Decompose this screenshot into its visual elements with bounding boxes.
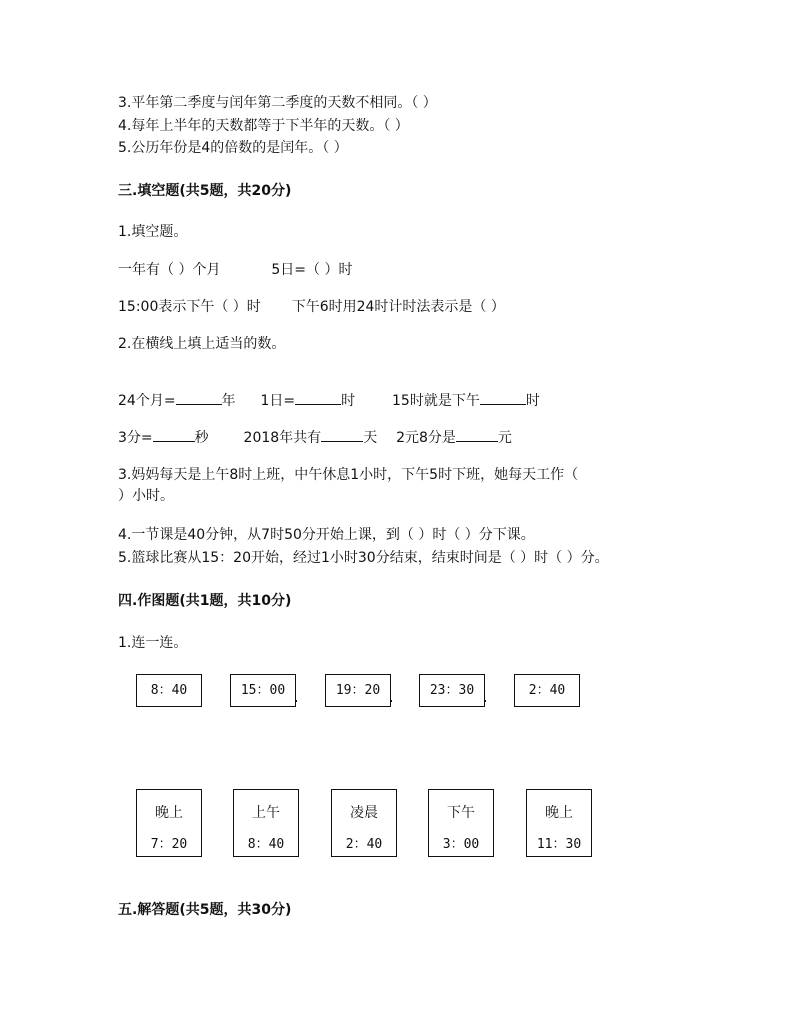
s3-q2-row1 [118, 392, 540, 410]
q2-c-prefix: 15时就是下午 [392, 393, 480, 409]
period-card-2[interactable] [331, 789, 397, 857]
judge-q4: 4.每年上半年的天数都等于下半年的天数。（ ） [118, 118, 409, 134]
answer-blank[interactable] [153, 429, 195, 442]
answer-blank[interactable] [480, 392, 526, 405]
answer-blank[interactable] [176, 392, 222, 405]
time-box-0[interactable]: 8：40 [136, 674, 202, 707]
s4-q1-title: 1.连一连。 [118, 635, 188, 651]
period-card-0[interactable] [136, 789, 202, 857]
s3-q3-line2: ）小时。 [118, 488, 174, 504]
s3-q2-title: 2.在横线上填上适当的数。 [118, 336, 286, 352]
connector-dot [484, 700, 486, 702]
q2-c-suffix: 时 [525, 393, 540, 409]
s3-q4: 4.一节课是40分钟，从7时50分开始上课，到（ ）时（ ）分下课。 [118, 527, 535, 543]
section5-title: 五.解答题(共5题，共30分) [118, 902, 292, 918]
answer-blank[interactable] [456, 429, 498, 442]
period-label: 凌晨 [350, 805, 378, 821]
s3-q1-line2b: 下午6时用24时计时法表示是（ ） [291, 299, 505, 315]
period-time: 11：30 [536, 837, 582, 852]
section3-title: 三.填空题(共5题，共20分) [118, 183, 292, 199]
q2-d-prefix: 3分= [118, 430, 153, 446]
period-time: 2：40 [345, 837, 383, 852]
s3-q1-line1 [118, 261, 352, 279]
q2-d-suffix: 秒 [194, 430, 209, 446]
period-card-3[interactable] [428, 789, 494, 857]
time-box-4[interactable]: 2：40 [514, 674, 580, 707]
period-label: 下午 [447, 805, 475, 821]
period-card-4[interactable] [526, 789, 592, 857]
q2-a-prefix: 24个月= [118, 393, 176, 409]
section4-title: 四.作图题(共1题，共10分) [118, 593, 292, 609]
q2-e-prefix: 2018年共有 [243, 430, 322, 446]
time-box-2[interactable]: 19：20 [325, 674, 391, 707]
connector-dot [295, 700, 297, 702]
q2-a-suffix: 年 [221, 393, 236, 409]
q2-f-suffix: 元 [497, 430, 512, 446]
answer-blank[interactable] [295, 392, 341, 405]
q2-e-suffix: 天 [363, 430, 378, 446]
period-label: 上午 [252, 805, 280, 821]
s3-q2-row2 [118, 429, 512, 447]
s3-q1-title: 1.填空题。 [118, 224, 188, 240]
s3-q1-line2a: 15:00表示下午（ ）时 [118, 299, 261, 315]
period-label: 晚上 [545, 805, 573, 821]
time-box-3[interactable]: 23：30 [419, 674, 485, 707]
q2-f-prefix: 2元8分是 [396, 430, 456, 446]
s3-q5: 5.篮球比赛从15：20开始，经过1小时30分结束，结束时间是（ ）时（ ）分。 [118, 550, 609, 566]
answer-blank[interactable] [321, 429, 363, 442]
period-time: 7：20 [150, 837, 188, 852]
period-card-1[interactable] [233, 789, 299, 857]
s3-q1-line1b: 5日=（ ）时 [271, 262, 353, 278]
time-box-1[interactable]: 15：00 [230, 674, 296, 707]
judge-q5: 5.公历年份是4的倍数的是闰年。（ ） [118, 140, 348, 156]
period-time: 8：40 [247, 837, 285, 852]
judge-q3: 3.平年第二季度与闰年第二季度的天数不相同。（ ） [118, 95, 437, 111]
s3-q1-line2 [118, 298, 505, 316]
period-label: 晚上 [155, 805, 183, 821]
s3-q3-line1: 3.妈妈每天是上午8时上班，中午休息1小时，下午5时下班，她每天工作（ [118, 467, 579, 483]
q2-b-prefix: 1日= [260, 393, 296, 409]
period-time: 3：00 [442, 837, 480, 852]
q2-b-suffix: 时 [341, 393, 356, 409]
s3-q1-line1a: 一年有（ ）个月 [118, 262, 221, 278]
connector-dot [390, 700, 392, 702]
